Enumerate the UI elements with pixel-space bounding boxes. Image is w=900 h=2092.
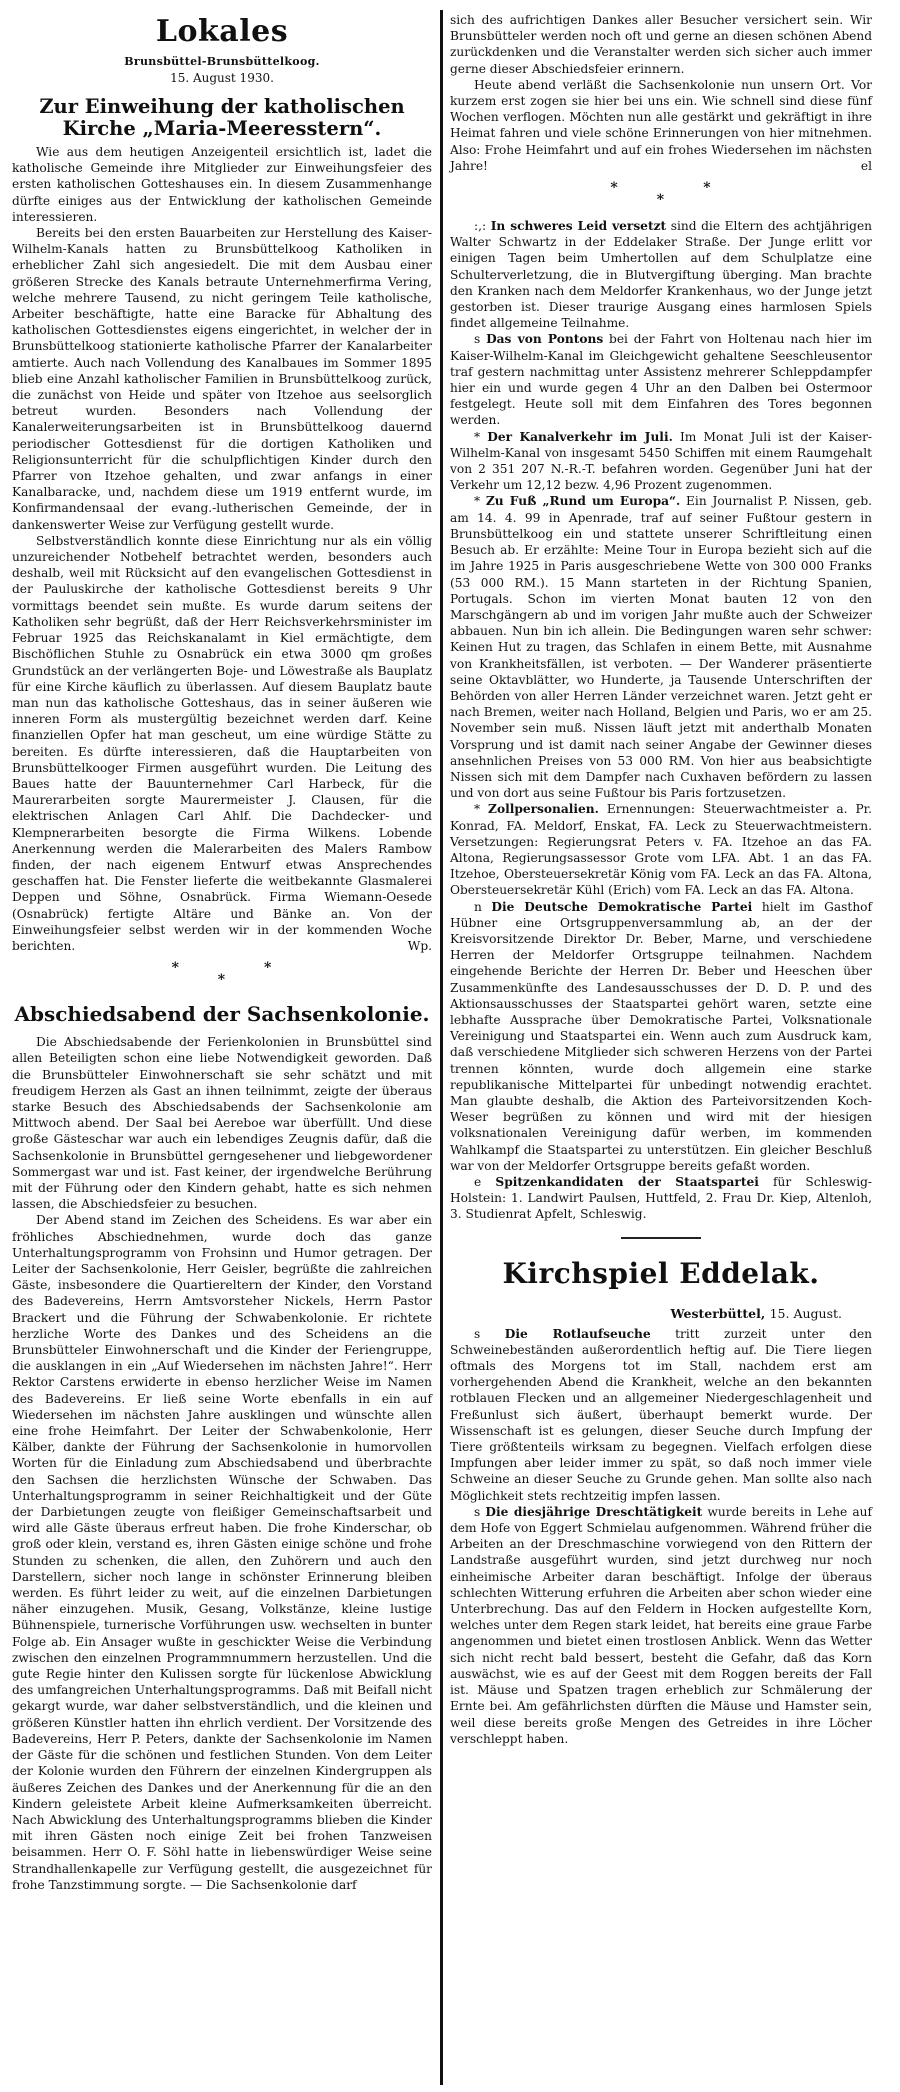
author-signature: Wp. bbox=[407, 938, 432, 953]
notice-marker: s bbox=[474, 332, 481, 347]
notice-text: Im Monat Juli ist der Kaiser-Wilhelm-Kanal von insgesamt 5450 Schiffen mit einem Raumgehalt von 2 351 207 N.-R.-T. befahren worden. Gegenüber Juni hat der Verkehr um 12,12 bezw. 4,96 Prozent zugenommen. bbox=[450, 429, 873, 493]
notice-lead: Der Kanalverkehr im Juli. bbox=[487, 429, 673, 444]
notice-marker: * bbox=[474, 494, 481, 509]
notice-text: für Schleswig-Holstein: 1. Landwirt Paulsen, Huttfeld, 2. Frau Dr. Kiep, Altenloh, 3. Studienrat Apfelt, Schleswig. bbox=[450, 1175, 873, 1222]
article-paragraph: Die Abschiedsabende der Ferienkolonien in Brunsbüttel sind allen Beteiligten schon eine liebe Notwendigkeit geworden. Daß die Brunsbütteler Einwohnerschaft sie sehr schätzt und mit freudigem Herzen als Gast an ihnen teilnimmt, zeigte der überaus starke Besuch des Abschiedsabends der Sachsenkolonie am Mittwoch abend. Der Saal bei Aereboe war überfüllt. Und diese große Gästeschar war auch ein lebendiges Zeugnis dafür, daß die Sachsenkolonie in Brunsbüttel gerngesehener und liebgewordener Sommergast war und ist. Fast keiner, der irgendwelche Berührung mit der Führung oder den Kindern gehabt, hatte es sich nehmen lassen, die Abschiedsfeier zu besuchen. bbox=[12, 1035, 432, 1212]
right-column bbox=[450, 0, 872, 1747]
author-signature: el bbox=[860, 158, 872, 173]
star: * bbox=[656, 192, 665, 209]
news-notice bbox=[450, 493, 872, 801]
article-church-consecration bbox=[12, 96, 432, 954]
notice-lead: Die Rotlaufseuche bbox=[504, 1326, 651, 1341]
notice-text: sind die Eltern des achtjährigen Walter Schwartz in der Eddelaker Straße. Der Junge erlitt vor einigen Tagen beim Umhertollen auf dem Schulplatze eine Schulterverletzung, die in Blutvergiftung überging. Man brachte den Kranken nach dem Meldorfer Krankenhaus, wo der Junge jetzt gestorben ist. Dieser traurige Ausgang eines harmlosen Spiels findet allgemeine Teilnahme. bbox=[450, 219, 873, 331]
article-farewell-evening bbox=[12, 1002, 432, 1893]
notice-lead: Spitzenkandidaten der Staatspartei bbox=[495, 1175, 759, 1190]
news-notice bbox=[450, 801, 872, 898]
article-headline: Abschiedsabend der Sachsenkolonie. bbox=[14, 1002, 430, 1027]
news-notice bbox=[450, 1174, 872, 1223]
column-divider bbox=[440, 10, 443, 2085]
paragraph-text: Heute abend verläßt die Sachsenkolonie nun unsern Ort. Vor kurzem erst zogen sie hier bei uns ein. Wie schnell sind diese fünf Wochen verflogen. Möchten nun alle gestärkt und gekräftigt in ihre Heimat fahren und viele schöne Erinnerungen von hier mitnehmen. Also: Frohe Heimfahrt und auf ein frohes Wiedersehen im nächsten Jahre! bbox=[450, 77, 872, 173]
notice-text: tritt zurzeit unter den Schweinebeständen außerordentlich heftig auf. Die Tiere liegen oftmals des Morgens tot im Stall, nachdem erst am vorhergehenden Abend die Krankheit, welche an den bekannten rotblauen Flecken und an allgemeiner Niedergeschlagenheit und Freßunlust sich äußert, überhaupt bemerkt wurde. Der Wissenschaft ist es gelungen, dieser Seuche durch Impfung der Tiere größtenteils wirksam zu begegnen. Vielfach erfolgen diese Impfungen aber leider immer zu spät, so daß noch immer viele Schweine an dieser Seuche zu Grunde gehen. Man sollte also nach Möglichkeit stets rechtzeitig impfen lassen. bbox=[450, 1326, 873, 1503]
notice-text: hielt im Gasthof Hübner eine Ortsgruppenversammlung ab, an der der Kreisvorsitzende Direktor Dr. Beber, Marne, und verschiedene Herren der Meldorfer Ortsgruppe teilnahmen. Nachdem eingehende Berichte der Herren Dr. Beber und Heeschen über Zusammenkünfte des Landesausschusses der D. D. P. und des Aktionsausschusses der Staatspartei gehört waren, setzte eine lebhafte Aussprache über Demokratische Partei, Volksnationale Vereinigung und Staatspartei ein. Wenn auch zum Ausdruck kam, daß verschiedene Mitglieder sich schweren Herzens von der Partei trennen könnten, wurde doch allgemein eine starke republikanische Mittelpartei für unbedingt notwendig erachtet. Man glaubte deshalb, die Aktion des Parteivorsitzenden Koch-Weser begrüßen zu können und wird mit der hiesigen volksnationalen Vereinigung dafür werben, im kommenden Wahlkampf die Staatspartei zu unterstützen. Ein gleicher Beschluß war von der Meldorfer Ortsgruppe bereits gefaßt worden. bbox=[450, 899, 873, 1173]
notice-lead: In schweres Leid versetzt bbox=[490, 219, 667, 234]
notice-lead: Zollpersonalien. bbox=[488, 802, 599, 817]
notice-marker: * bbox=[474, 802, 481, 817]
dateline-place: Westerbüttel, bbox=[670, 1305, 766, 1321]
section-kirchspiel-eddelak bbox=[450, 1257, 872, 1747]
article-paragraph: Bereits bei den ersten Bauarbeiten zur Herstellung des Kaiser-Wilhelm-Kanals hatten zu Brunsbüttelkoog Katholiken in erheblicher Zahl sich angesiedelt. Die mit dem Ausbau einer größeren Strecke des Kanals betraute Unternehmerfirma Vering, welche mehrere Tausend, zu nicht geringem Teile katholische, Arbeiter beschäftigte, hatte eine Baracke für Abhaltung des katholischen Gottesdienstes eigens eingerichtet, in welcher der in Brunsbüttelkoog stationierte katholische Pfarrer der Kanalarbeiter amtierte. Auch nach Vollendung des Kanalbaues im Sommer 1895 blieb eine Anzahl katholischer Familien in Brunsbüttelkoog zurück, die zunächst von Heide und später von Itzehoe aus seelsorglich betreut wurden. Besonders nach Vollendung der Kanalerweiterungsarbeiten ist in Brunsbüttelkoog dauernd periodischer Gottesdienst für die dortigen Katholiken und Religionsunterricht für die schulpflichtigen Kinder durch den Pfarrer von Itzehoe gehalten, und zwar anfangs in einer Kanalbaracke, und, nachdem diese um 1919 entfernt wurde, im Konfirmandensaal der evang.-lutherischen Gemeinde, der in dankenswerter Weise zur Verfügung gestellt wurde. bbox=[12, 226, 432, 532]
notice-marker: * bbox=[474, 429, 481, 444]
left-column bbox=[12, 0, 432, 1893]
news-notice bbox=[450, 1504, 872, 1747]
star: * bbox=[610, 180, 618, 197]
notice-lead: Zu Fuß „Rund um Europa“. bbox=[485, 494, 681, 509]
notice-marker: s bbox=[474, 1504, 481, 1519]
star: * bbox=[171, 960, 179, 977]
article-paragraph bbox=[12, 533, 432, 954]
section-title-lokales: Lokales bbox=[155, 14, 289, 49]
notice-lead: Die Deutsche Demokratische Partei bbox=[491, 899, 753, 914]
star: * bbox=[264, 960, 272, 977]
notice-text: wurde bereits in Lehe auf dem Hofe von Eggert Schmielau aufgenommen. Während früher die Arbeiten an der Dreschmaschine vorwiegend von den Rittern der Landstraße ausgeführt wurden, sind jetzt durchweg nur noch einheimische Arbeiter daran beschäftigt. Infolge der überaus schlechten Witterung erfuhren die Arbeiten aber schon wieder eine Unterbrechung. Das auf den Feldern in Hocken aufgestellte Korn, welches unter dem Regen stark leidet, hat bereits eine graue Farbe angenommen und bietet einen trostlosen Anblick. Wenn das Wetter sich nicht recht bald bessert, besteht die Gefahr, daß das Korn auswächst, wie es auf der Geest mit dem Roggen bereits der Fall ist. Mäuse und Spatzen tragen erheblich zur Schmälerung der Ernte bei. Am gefährlichsten dürften die Mäuse und Hamster sein, weil diese bereits große Mengen des Getreides in ihre Löcher verschleppt haben. bbox=[450, 1504, 873, 1746]
section-divider bbox=[621, 1237, 701, 1239]
notice-marker: n bbox=[474, 899, 482, 914]
notice-text: Ein Journalist P. Nissen, geb. am 14. 4. 99 in Apenrade, traf auf seiner Fußtour gestern in Brunsbüttelkoog ein und stattete unserer Schriftleitung einen Besuch ab. Er erzählte: Meine Tour in Europa bezieht sich auf die im Jahre 1925 in Paris ausgeschriebene Wette von 300 000 Franks (53 000 RM.). 15 Mann starteten in der Richtung Spanien, Portugals. Schon im vierten Monat bauten 12 von den Marschgängern ab und im vorigen Jahr mußte auch der Schweizer abbauen. Nun bin ich allein. Die Bedingungen waren sehr schwer: Keinen Hut zu tragen, das Schlafen in einem Bette, mit Ausnahme von Krankheitsfällen, ist verboten. — Der Wanderer präsentierte seine Oktavblätter, wo Hunderte, ja Tausende Unterschriften der Behörden von aller Herren Länder verzeichnet waren. Jetzt geht er nach Bremen, weiter nach Holland, Belgien und Paris, wo er am 25. November sein muß. Nissen läuft jetzt mit anderthalb Monaten Vorsprung und ist damit nach seiner Angabe der Gewinner dieses ansehnlichen Preises von 53 000 RM. Von hier aus beabsichtigte Nissen sich mit dem Dampfer nach Cuxhaven befördern zu lassen und von dort aus seine Fußtour bis Paris fortzusetzen. bbox=[450, 494, 873, 801]
notice-text: Ernennungen: Steuerwachtmeister a. Pr. Konrad, FA. Meldorf, Enskat, FA. Leck zu Steuerwachtmeistern. Versetzungen: Regierungsrat Peters v. FA. Itzehoe an das FA. Altona, Regierungsassessor Grote vom LFA. Abt. 1 an das FA. Itzehoe, Obersteuersekretär König vom FA. Leck an das FA. Altona, Obersteuersekretär Kühl (Erich) vom FA. Leck an das FA. Altona. bbox=[450, 802, 873, 898]
separator-stars bbox=[12, 958, 432, 992]
article-paragraph: Der Abend stand im Zeichen des Scheidens. Es war aber ein fröhliches Abschiednehmen, wurde doch das ganze Unterhaltungsprogramm von Frohsinn und Humor getragen. Der Leiter der Sachsenkolonie, Herr Geisler, begrüßte die zahlreichen Gäste, insbesondere die Quartiereltern der Kinder, den Vorstand des Badevereins, Herrn Amtsvorsteher Nickels, Herrn Pastor Brackert und die Führung der Schwabenkolonie. Er richtete herzliche Worte des Dankes und des Scheidens an die Brunsbütteler Einwohnerschaft und die Kinder der Feriengruppe, die ausklangen in ein „Auf Wiedersehen im nächsten Jahre!“. Herr Rektor Carstens erwiderte in ebenso herzlicher Weise im Namen des Badevereins. Er ließ seine Worte ebenfalls in ein auf Wiedersehen im nächsten Jahre ausklingen und wünschte allen eine frohe Heimfahrt. Der Leiter der Schwabenkolonie, Herr Kälber, dankte der Führung der Sachsenkolonie in humorvollen Worten für die Einladung zum Abschiedsabend und überbrachte den Sachsen die herzlichsten Wünsche der Schwaben. Das Unterhaltungsprogramm in seiner Reichhaltigkeit und der Güte der Darbietungen zeugte von fleißiger Gemeinschaftsarbeit und wird alle Gäste überaus erfreut haben. Die frohe Kinderschar, ob groß oder klein, verstand es, ihren Gästen einige schöne und frohe Stunden zu schenken, die allen, den Zuhörern und auch den Darstellern, sicher noch lange in schönster Erinnerung bleiben werden. Es führt leider zu weit, auf die einzelnen Darbietungen näher einzugehen. Musik, Gesang, Volkstänze, kleine lustige Bühnenspiele, turnerische Vorführungen usw. wechselten in bunter Folge ab. Ein Ansager wußte in geschickter Weise die Verbindung zwischen den einzelnen Programmnummern herzustellen. Und die gute Regie hinter den Kulissen sorgte für lückenlose Abwicklung des umfangreichen Unterhaltungsprogramms. Daß mit Beifall nicht gekargt wurde, war daher selbstverständlich, und die kleinen und größeren Künstler hatten ihn ehrlich verdient. Der Vorsitzende des Badevereins, Herr P. Peters, dankte der Sachsenkolonie im Namen der Gäste für die schönen und festlichen Stunden. Von dem Leiter der Kolonie wurden den Führern der einzelnen Kindergruppen als äußeres Zeichen des Dankes und der Anerkennung für die an den Kindern geleistete Arbeit kleine Aufmerksamkeiten überreicht. Nach Abwicklung des Unterhaltungsprogramms blieben die Kinder mit ihren Gästen noch einige Zeit bei frohen Tanzweisen beisammen. Herr O. F. Söhl hatte in liebenswürdiger Weise seine Strandhallenkapelle zur Verfügung gestellt, die ausgezeichnet für frohe Tanzstimmung sorgte. — Die Sachsenkolonie darf bbox=[12, 1213, 432, 1892]
star: * bbox=[703, 180, 711, 197]
article-headline: Zur Einweihung der katholischen Kirche „Maria-Meeresstern“. bbox=[39, 95, 405, 140]
notice-marker: :,: bbox=[474, 219, 487, 234]
section-title-kirchspiel: Kirchspiel Eddelak. bbox=[502, 1256, 820, 1290]
dateline-place: Brunsbüttel-Brunsbüttelkoog. bbox=[124, 55, 320, 68]
article-paragraph: Wie aus dem heutigen Anzeigenteil ersichtlich ist, ladet die katholische Gemeinde ihre Mitglieder zur Einweihungsfeier des ersten katholischen Gotteshauses ein. In diesem Zusammenhange dürfte einiges aus der Entwicklung der katholischen Gemeinde interessieren. bbox=[12, 145, 432, 224]
dateline-date: 15. August 1930. bbox=[170, 71, 274, 85]
notice-marker: s bbox=[474, 1326, 481, 1341]
dateline bbox=[450, 1305, 842, 1322]
notice-text: bei der Fahrt von Holtenau nach hier im Kaiser-Wilhelm-Kanal im Gleichgewicht gehaltene Seeschleusentor traf gestern nachmittag unter Assistenz mehrerer Schleppdampfer hier ein und wurde gegen 4 Uhr an den Dalben bei Ostermoor festgelegt. Heute soll mit dem Einfahren des Tores begonnen werden. bbox=[450, 332, 873, 428]
notice-lead: Die diesjährige Dreschtätigkeit bbox=[485, 1504, 703, 1519]
news-notice bbox=[450, 1326, 872, 1504]
paragraph-text: Selbstverständlich konnte diese Einrichtung nur als ein völlig unzureichender Notbehelf betrachtet werden, besonders auch deshalb, weil mit Rücksicht auf den evangelischen Gottesdienst in der Pauluskirche der katholische Gottesdienst bereits 9 Uhr vormittags beendet sein mußte. Es wurde darum seitens der Katholiken sehr begrüßt, daß der Herr Reichsverkehrsminister im Februar 1925 das Reichskanalamt in Kiel ermächtigte, dem Bischöflichen Stuhle zu Osnabrück ein etwa 3000 qm großes Grundstück an der verlängerten Boje- und Löwestraße als Bauplatz für eine Kirche käuflich zu überlassen. Auf diesem Bauplatz baute man nun das katholische Gotteshaus, das in seiner äußeren wie inneren Form als mustergültig bezeichnet werden darf. Keine finanziellen Opfer hat man gescheut, um eine würdige Stätte zu bereiten. Es dürfte interessieren, daß die Hauptarbeiten von Brunsbüttelkooger Firmen ausgeführt wurden. Die Leitung des Baues hatte der Bauunternehmer Carl Harbeck, für die Maurerarbeiten sorgte Maurermeister J. Clausen, für die elektrischen Anlagen Carl Ahlf. Die Dachdecker- und Klempnerarbeiten besorgte die Firma Wilkens. Lobende Anerkennung werden die Malerarbeiten des Malers Rambow finden, der nach eigenem Entwurf etwas Ansprechendes geschaffen hat. Die Fenster lieferte die weitbekannte Glasmalerei Deppen und Söhne, Osnabrück. Firma Wiemann-Oesede (Osnabrück) fertigte Altäre und Bänke an. Von der Einweihungsfeier selbst werden wir in der kommenden Woche berichten. bbox=[12, 533, 432, 953]
separator-stars bbox=[450, 178, 872, 212]
article-continued-paragraph bbox=[450, 77, 872, 174]
news-notice bbox=[450, 899, 872, 1174]
notice-lead: Das von Pontons bbox=[486, 332, 604, 347]
dateline-date: 15. August. bbox=[769, 1305, 842, 1321]
news-notice bbox=[450, 331, 872, 428]
news-notices bbox=[450, 218, 872, 1223]
notice-marker: e bbox=[474, 1175, 482, 1190]
star: * bbox=[217, 972, 226, 989]
article-continued-paragraph: sich des aufrichtigen Dankes aller Besucher versichert sein. Wir Brunsbütteler werden noch oft und gerne an diesen schönen Abend zurückdenken und die Veranstalter werden sich sicher auch immer gerne dieser Abschiedsfeier erinnern. bbox=[450, 13, 872, 76]
news-notice bbox=[450, 218, 872, 331]
news-notice bbox=[450, 429, 872, 494]
